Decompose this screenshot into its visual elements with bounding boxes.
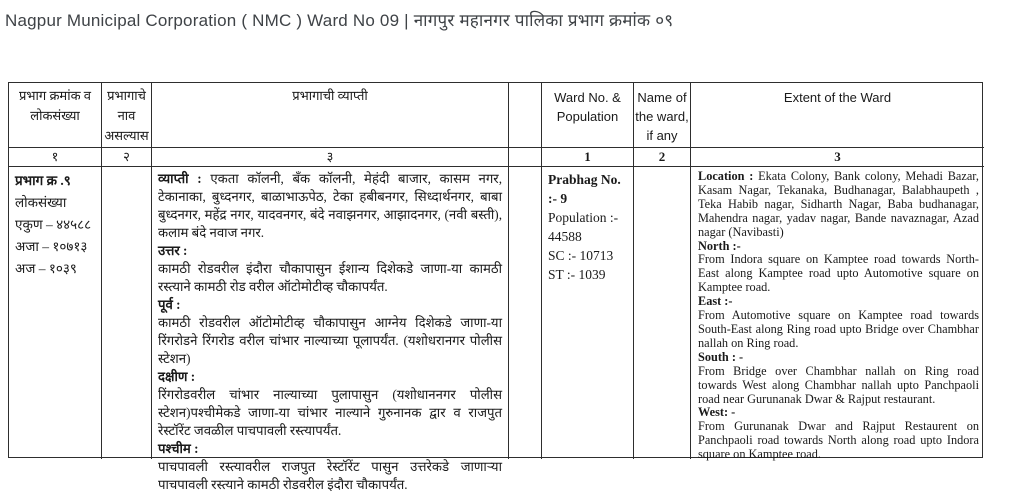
header-english-ward-name: Name of the ward, if any [634, 83, 691, 148]
column-number-english-3: 3 [691, 148, 984, 167]
column-number-english-1: 1 [542, 148, 634, 167]
cell-spacer-empty [509, 167, 542, 459]
st-value-english: ST :- 1039 [548, 267, 606, 282]
extent-north-heading: North :- [698, 238, 741, 253]
vyapti-south-body: रिंगरोडवरील चांभार नाल्याच्या पुलापासुन (यशोधाननगर पोलीस स्टेशन)पश्चीमेकडे जाणा-या चांभार नाल्याने गुरुनानक द्वार व राजपुत रेस्टॉरेंट जवळील पाचपावली रस्त्यापर्यंत. [158, 387, 502, 438]
extent-north-body: From Indora square on Kamptee road towards North-East along Kamptee road upto Automotive square on Kamptee road. [698, 252, 979, 295]
ward-table [8, 82, 983, 492]
column-number-english-2: 2 [634, 148, 691, 167]
vyapti-east-heading: पूर्व : [158, 297, 181, 312]
vyapti-north-body: कामठी रोडवरील इंदौरा चौकापासुन ईशान्य दिशेकडे जाणा-या कामठी रस्त्याने कामठी रोड वरील ऑटोमोटीव्ह चौकापर्यंत. [158, 261, 502, 294]
location-label: Location : [698, 169, 754, 183]
population-value-english: 44588 [548, 229, 582, 244]
vyapti-west-heading: पश्चीम : [158, 441, 199, 456]
header-marathi-ward-no-population: प्रभाग क्रमांक व लोकसंख्या [9, 83, 102, 148]
prabhag-no-english: Prabhag No. :- 9 [548, 172, 621, 206]
cell-vyapti-extent-marathi [152, 167, 509, 492]
population-label-english: Population :- [548, 210, 619, 225]
vyapti-west-body: पाचपावली रस्त्यावरील राजपुत रेस्टॉरेंट पासुन उत्तरेकडे जाणाऱ्या पाचपावली रस्त्याने कामठी रोडवरील इंदौरा चौकापर्यंत. [158, 459, 502, 492]
vyapti-localities: एकता कॉलनी, बँक कॉलनी, मेहंदी बाजार, कासम नगर, टेकानाका, बुध्दनगर, बाळाभाऊपेठ, टेका हबीबनगर, सिध्दार्थनगर, बाबा बुध्दनगर, महेंद्र नगर, यादवनगर, बंदे नवाझनगर, आझादनगर, (नवी बस्ती), कलाम बंदे नवाज नगर. [158, 171, 502, 240]
cell-prabhag-number-population [9, 167, 102, 459]
vyapti-east-body: कामठी रोडवरील ऑटोमोटीव्ह चौकापासुन आग्नेय दिशेकडे जाणा-या रिंगरोडने रिंगरोड वरील चांभार नाल्याच्या पूलापर्यंत. (यशोधरानगर पोलीस स्टेशन) [158, 315, 502, 366]
extent-west-body: From Gurunanak Dwar and Rajput Restaurent on Panchpaoli road towards North along road upto Indora square on Kamptee road. [698, 419, 979, 462]
prabhag-number-label: प्रभाग क्र .९ [15, 173, 71, 188]
extent-location [698, 170, 979, 240]
extent-west-heading: West: - [698, 405, 736, 420]
extent-south-heading: South : - [698, 349, 744, 364]
extent-east-heading: East :- [698, 294, 733, 309]
location-localities: Ekata Colony, Bank colony, Mehadi Bazar, Kasam Nagar, Tekanaka, Budhanagar, Balabhaupeth , Teka Habib nagar, Sidharth Nagar, Baba budhanagar, Mahendra nagar, yadav nagar, Bande navaznagar, Azad nagar (Navibasti) [698, 169, 979, 239]
sc-value-english: SC :- 10713 [548, 248, 614, 263]
header-marathi-ward-name: प्रभागाचे नाव असल्यास [102, 83, 152, 148]
page-title: Nagpur Municipal Corporation ( NMC ) Ward No 09 | नागपुर महानगर पालिका प्रभाग क्रमांक ०९ [5, 11, 674, 30]
population-total: एकुण – ४४५८८ [15, 217, 92, 232]
cell-marathi-ward-name-empty [102, 167, 152, 459]
extent-south-body: From Bridge over Chambhar nallah on Ring road towards West along Chambhar nallah upto Panchpaoli road near Gurunanak Dwar & Rajput restaurant. [698, 363, 979, 406]
column-number-spacer [509, 148, 542, 167]
population-label: लोकसंख्या [15, 195, 67, 210]
column-number-marathi-2: २ [102, 148, 152, 167]
cell-english-ward-name-empty [634, 167, 691, 459]
population-st: अज – १०३९ [15, 261, 77, 276]
header-spacer-column [509, 83, 542, 148]
cell-ward-no-population-english [542, 167, 634, 459]
cell-extent-english [691, 167, 984, 462]
vyapti-label: व्याप्ती : [158, 171, 202, 186]
vyapti-intro [158, 170, 502, 242]
header-marathi-extent: प्रभागाची व्याप्ती [152, 83, 509, 148]
column-number-marathi-1: १ [9, 148, 102, 167]
header-english-extent: Extent of the Ward [691, 83, 984, 148]
header-english-ward-no-population: Ward No. & Population [542, 83, 634, 148]
vyapti-south-heading: दक्षीण : [158, 369, 196, 384]
column-number-marathi-3: ३ [152, 148, 509, 167]
vyapti-north-heading: उत्तर : [158, 243, 188, 258]
population-sc: अजा – १०७१३ [15, 239, 88, 254]
extent-east-body: From Automotive square on Kamptee road towards South-East along Ring road upto Bridge over Chambhar nallah on Ring road. [698, 308, 979, 350]
